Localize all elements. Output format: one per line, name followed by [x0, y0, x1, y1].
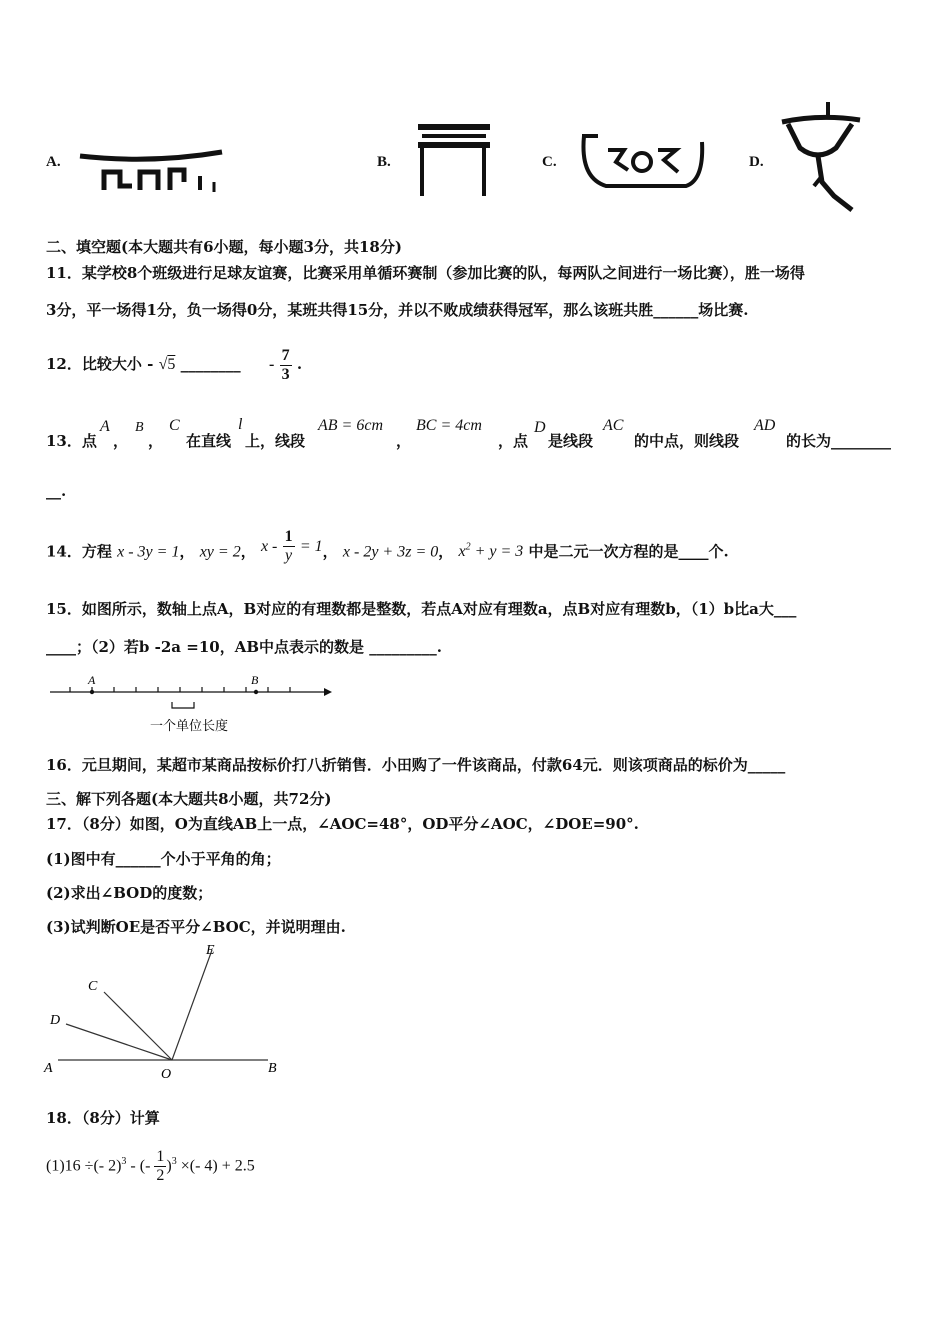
q17-stem: 17．（8分）如图，O为直线AB上一点，∠AOC=48°，OD平分∠AOC，∠DOE=90°.	[46, 815, 639, 833]
q13-C: C	[169, 417, 180, 434]
q12-fraction	[280, 347, 292, 384]
q14-eq3-fraction	[283, 528, 295, 565]
choice-d-glyph	[778, 100, 864, 214]
q14-sep4: ，	[438, 542, 454, 561]
label-d: D	[50, 1013, 61, 1028]
sqrt-symbol: √5	[158, 356, 176, 373]
q12-end: .	[296, 355, 303, 373]
q12-prefix: 12．比较大小 -	[46, 355, 154, 373]
number-line-figure	[46, 670, 336, 740]
q11-line2: 3分，平一场得1分，负一场得0分，某班共得15分，并以不败成绩获得冠军，那么该班共胜______场比赛.	[46, 301, 749, 319]
q18-part4: ×(- 4) + 2.5	[180, 1157, 255, 1175]
label-o: O	[161, 1067, 172, 1082]
q14-eq3-right: = 1	[299, 537, 323, 555]
unit-label: 一个单位长度	[150, 718, 229, 733]
q14-suffix: 中是二元一次方程的是____个.	[528, 542, 729, 561]
q18-part1: (1)16 ÷(- 2)	[46, 1157, 122, 1175]
q12-blank: ________	[180, 355, 241, 373]
q15-line1: 15．如图所示，数轴上点A，B对应的有理数都是整数，若点A对应有理数a，点B对应有理数b，（1）b比a大___	[46, 600, 797, 618]
q14-eq4: x - 2y + 3z = 0	[342, 543, 439, 561]
choice-a-label: A.	[46, 154, 61, 170]
q18-part3: )	[166, 1157, 172, 1175]
q18-title: 18．（8分）计算	[46, 1109, 160, 1127]
q13-ab: AB = 6cm	[318, 417, 383, 434]
q14-eq5-rest: + y = 3	[474, 543, 524, 561]
point-a-dot	[90, 690, 94, 694]
q18-part2: - (-	[130, 1157, 151, 1175]
ray-od	[66, 1024, 172, 1060]
q18-fraction	[154, 1148, 166, 1185]
q14-eq2: xy = 2	[199, 543, 241, 561]
q13-bc: BC = 4cm	[416, 417, 482, 434]
q13-D: D	[534, 419, 546, 436]
q13-comma2: ，	[148, 432, 164, 450]
q14-eq3-den: y	[285, 547, 293, 565]
q13-seg: 上，线段	[245, 432, 306, 450]
q14-sep2: ，	[240, 542, 256, 561]
ray-oe	[172, 950, 212, 1060]
label-c: C	[88, 979, 98, 994]
q14-eq5-x: x	[458, 543, 466, 561]
choice-d-label: D.	[749, 154, 764, 170]
q12-num: 7	[281, 346, 290, 364]
q14-eq3-num: 1	[284, 528, 293, 546]
choice-b-label: B.	[377, 154, 391, 170]
choice-b-glyph	[414, 120, 494, 200]
q14-eq5-exp: 2	[465, 542, 471, 553]
q17-p1: (1)图中有______个小于平角的角；	[46, 850, 281, 868]
q13-tail: 的长为________	[786, 432, 892, 450]
unit-bracket	[172, 702, 194, 708]
q12-radicand: 5	[167, 356, 176, 373]
q13-mid-text: 的中点，则线段	[634, 432, 740, 450]
q17-p3: (3)试判断OE是否平分∠BOC，并说明理由.	[46, 918, 346, 936]
label-b: B	[268, 1061, 277, 1076]
point-b-label: B	[251, 673, 259, 687]
q14	[46, 512, 729, 589]
q18-expression	[46, 1138, 255, 1190]
q13-comma3: ，	[396, 432, 412, 450]
label-a: A	[44, 1061, 53, 1076]
q13-line2: __.	[46, 482, 67, 500]
q14-sep1: ，	[179, 542, 195, 561]
q13-AD: AD	[754, 417, 776, 434]
q14-eq5	[459, 543, 524, 560]
section2-header: 二、填空题(本大题共有6小题，每小题3分，共18分)	[46, 238, 402, 256]
q13-comma1: ，	[113, 432, 129, 450]
q16-text: 16．元旦期间，某超市某商品按标价打八折销售．小田购了一件该商品，付款64元．则该项商品的标价为_____	[46, 756, 786, 774]
q12-den: 3	[281, 365, 290, 383]
q18-exp2: 3	[171, 1156, 177, 1167]
q13-is-mid: 是线段	[548, 432, 594, 450]
choice-c-glyph	[576, 128, 710, 194]
q13-l: l	[238, 416, 243, 433]
q14-eq1: x - 3y = 1	[117, 543, 180, 561]
q14-prefix: 14．方程	[46, 542, 112, 561]
q12-minus: -	[269, 356, 275, 373]
choice-a-glyph	[76, 146, 226, 198]
q18-frac-den: 2	[156, 1167, 165, 1185]
q12	[46, 336, 302, 393]
angle-figure	[40, 940, 290, 1082]
point-b-dot	[254, 690, 258, 694]
q14-eq3-left: x -	[260, 537, 278, 555]
q15-line2: ____；（2）若b -2a =10，AB中点表示的数是 _________.	[46, 638, 442, 656]
number-line-arrow	[324, 688, 332, 696]
q17-p2: (2)求出∠BOD的度数；	[46, 884, 213, 902]
q13-on-line: 在直线	[186, 432, 232, 450]
q18-exp1: 3	[121, 1156, 127, 1167]
q13-point: ，点	[498, 432, 529, 450]
q14-eq3	[261, 510, 323, 583]
choice-c-label: C.	[542, 154, 557, 170]
q14-sep3: ，	[322, 542, 338, 561]
q13-B: B	[135, 420, 144, 435]
section3-header: 三、解下列各题(本大题共8小题，共72分)	[46, 790, 332, 808]
label-e: E	[206, 943, 215, 958]
q13-AC: AC	[603, 417, 624, 434]
q18-frac-num: 1	[156, 1148, 165, 1166]
q13-A: A	[100, 418, 110, 435]
ray-oc	[104, 992, 172, 1060]
q13-num: 13．点	[46, 432, 97, 450]
q11-line1: 11．某学校8个班级进行足球友谊赛，比赛采用单循环赛制（参加比赛的队，每两队之间进行一场比赛），胜一场得	[46, 264, 805, 282]
point-a-label: A	[88, 673, 96, 687]
